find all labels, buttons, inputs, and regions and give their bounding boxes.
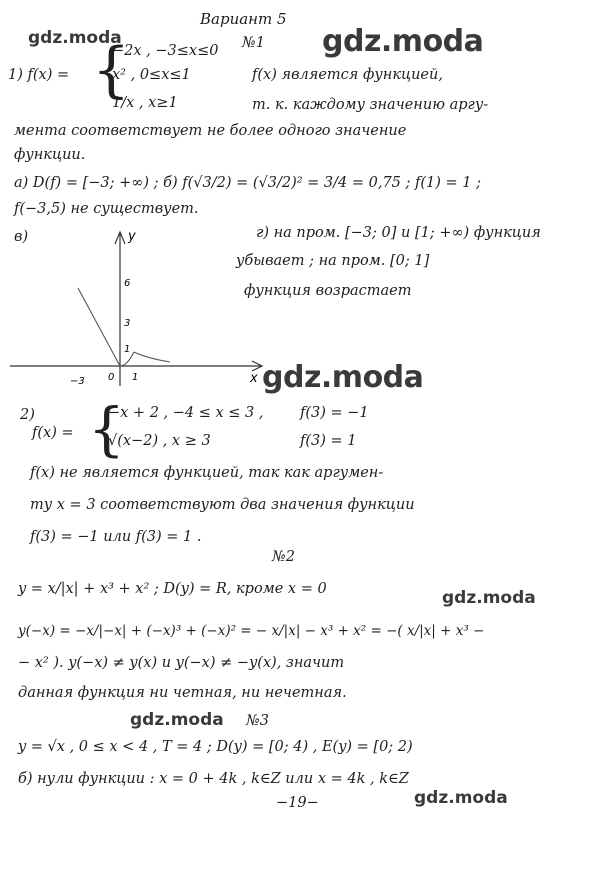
task-number-2: №2: [272, 549, 295, 565]
tick-3: 3: [124, 318, 131, 329]
watermark: gdz.moda: [130, 710, 224, 730]
n2-line: − x² ). y(−x) ≠ y(x) и y(−x) ≠ −y(x), значит: [18, 655, 345, 671]
watermark: gdz.moda: [28, 28, 122, 48]
task2-line: f(3) = −1 или f(3) = 1 .: [30, 529, 202, 545]
tick-1y: 1: [124, 344, 131, 355]
f3-value: f(3) = −1: [300, 405, 369, 421]
piece-1: −x + 2 , −4 ≤ x ≤ 3 ,: [108, 405, 264, 421]
x-axis-label: x: [250, 371, 258, 386]
graph-segment-linear: [78, 288, 120, 366]
n3-line: б) нули функции : x = 0 + 4k , k∈Z или x = 4k , k∈Z: [18, 771, 409, 787]
brace: {: [88, 395, 125, 463]
task1-line: а) D(f) = [−3; +∞) ; б) f(√3/2) = (√3/2)² = 3/4 = 0,75 ; f(1) = 1 ;: [14, 175, 481, 191]
tick-minus3: −3: [70, 376, 85, 387]
tick-0: 0: [108, 372, 115, 383]
task2-f: f(x) =: [32, 425, 74, 441]
n2-line: данная функция ни четная, ни нечетная.: [18, 685, 347, 701]
part-g-line: г) на пром. [−3; 0] и [1; +∞) функция: [256, 225, 541, 241]
part-v-label: в): [14, 229, 29, 245]
task1-line: т. к. каждому значению аргу-: [252, 97, 489, 113]
graph-segment-hyperbola: [134, 352, 170, 362]
page-number: −19−: [276, 795, 319, 811]
task1-line: мента соответствует не более одного значение: [14, 123, 407, 139]
part-g-line: убывает ; на пром. [0; 1]: [236, 253, 430, 269]
watermark: gdz.moda: [414, 788, 508, 808]
task-number-1: №1: [242, 35, 265, 51]
f3-value: f(3) = 1: [300, 433, 357, 449]
task1-line: функции.: [14, 147, 86, 163]
task1-claim: f(x) является функцией,: [252, 67, 443, 83]
watermark: gdz.moda: [442, 588, 536, 608]
watermark: gdz.moda: [322, 24, 484, 59]
watermark: gdz.moda: [262, 360, 424, 395]
task2-label: 2): [20, 407, 35, 423]
task2-line: ту x = 3 соответствуют два значения функции: [30, 497, 415, 513]
n3-line: y = √x , 0 ≤ x < 4 , T = 4 ; D(y) = [0; 4) , E(y) = [0; 2): [18, 739, 413, 755]
piece-1: −2x , −3≤x≤0: [112, 43, 219, 59]
part-g-line: функция возрастает: [244, 283, 412, 299]
task1-label: 1) f(x) =: [8, 67, 70, 83]
n2-line: y = x/|x| + x³ + x² ; D(y) = R, кроме x = 0: [18, 581, 327, 597]
tick-1x: 1: [132, 372, 139, 383]
tick-6: 6: [124, 278, 131, 289]
variant-heading: Вариант 5: [200, 10, 287, 28]
piece-2: √(x−2) , x ≥ 3: [108, 433, 211, 449]
task1-line: f(−3,5) не существует.: [14, 201, 199, 217]
brace: {: [92, 35, 131, 105]
task-number-3: №3: [246, 713, 269, 729]
n2-line: y(−x) = −x/|−x| + (−x)³ + (−x)² = − x/|x| − x³ + x² = −( x/|x| + x³ −: [18, 623, 485, 639]
piece-3: 1/x , x≥1: [112, 95, 178, 111]
y-axis-label: y: [128, 229, 136, 244]
task2-line: f(x) не является функцией, так как аргумен-: [30, 465, 384, 481]
piece-2: x² , 0≤x≤1: [112, 67, 191, 83]
